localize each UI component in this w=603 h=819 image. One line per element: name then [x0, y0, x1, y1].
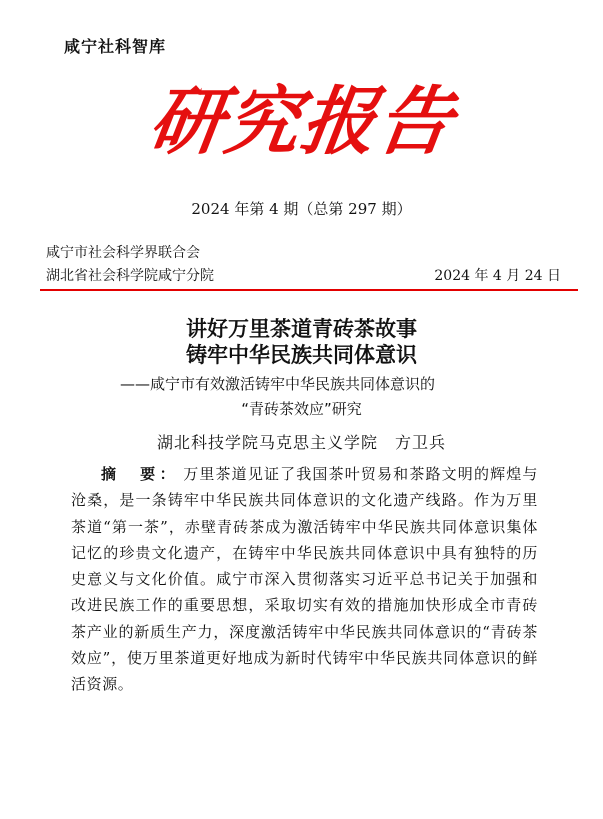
article-subtitle-line-2: “青砖茶效应”研究: [241, 400, 362, 418]
publisher-org-2: 湖北省社会科学院咸宁分院: [46, 268, 214, 284]
publish-date: 2024 年 4 月 24 日: [434, 268, 561, 284]
masthead-title: 研究报告: [143, 79, 460, 165]
article-title-line-1: 讲好万里茶道青砖茶故事: [186, 316, 417, 341]
abstract-text: 万里茶道见证了我国茶叶贸易和茶路文明的辉煌与沧桑，是一条铸牢中华民族共同体意识的文化遗产线路。作为万里茶道“第一茶”，赤壁青砖茶成为激活铸牢中华民族共同体意识集体记忆的珍贵文化遗产，在铸牢中华民族共同体意识中具有独特的历史意义与文化价值。咸宁市深入贯彻落实习近平总书记关于加强和改进民族工作的重要思想，采取切实有效的措施加快形成全市青砖茶产业的新质生产力，深度激活铸牢中华民族共同体意识的“青砖茶效应”，使万里茶道更好地成为新时代铸牢中华民族共同体意识的鲜活资源。: [71, 465, 538, 694]
article-subtitle-line-1: ——咸宁市有效激活铸牢中华民族共同体意识的: [120, 375, 436, 393]
publisher-org-1: 咸宁市社会科学界联合会: [46, 245, 200, 261]
article-author: 湖北科技学院马克思主义学院 方卫兵: [156, 433, 446, 452]
issue-number: 2024 年第 4 期（总第 297 期）: [191, 200, 412, 218]
abstract-label: 摘 要：: [101, 465, 180, 483]
article-title-line-2: 铸牢中华民族共同体意识: [186, 342, 417, 367]
series-name: 咸宁社科智库: [64, 37, 167, 56]
abstract: [71, 461, 538, 698]
header-divider: [40, 289, 578, 291]
